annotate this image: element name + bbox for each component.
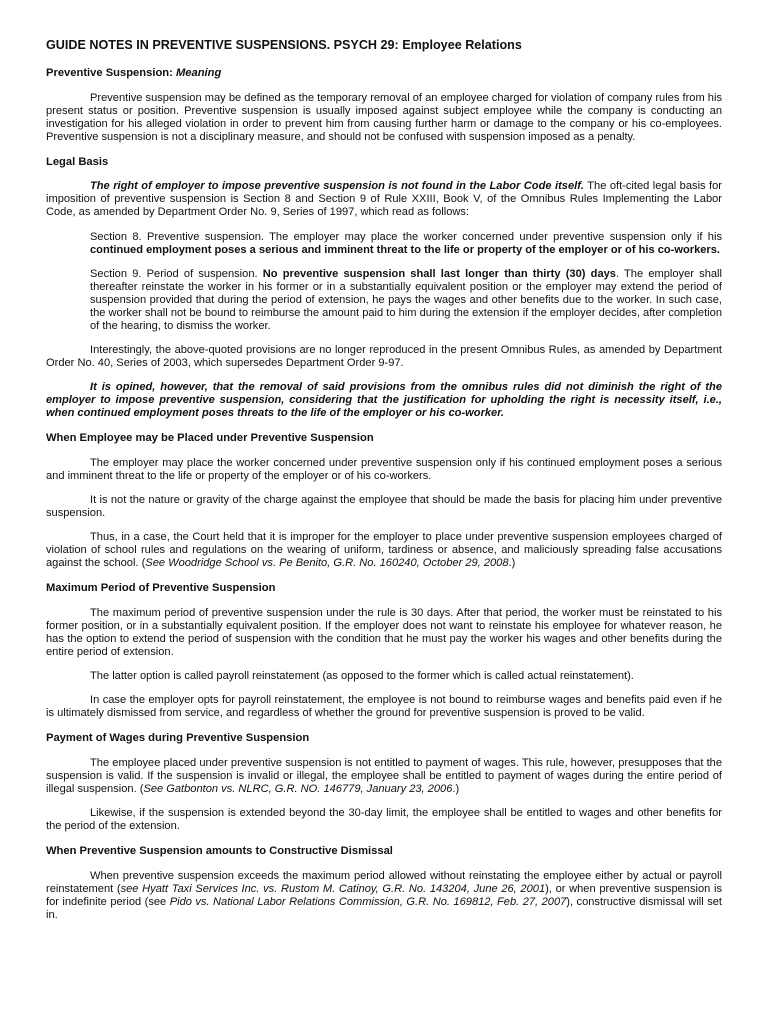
paragraph-emphasis: It is opined, however, that the removal of said provisions from the omnibus rules did not diminish the right of the employer to impose preventive suspension, considering that the justification for upholding the right is necessity itself, i.e., when continued employment poses threats to the life of the employer or his co-worker. (46, 381, 722, 420)
paragraph: Likewise, if the suspension is extended beyond the 30-day limit, the employee shall be entitled to wages and other benefits for the period of the extension. (46, 807, 722, 833)
paragraph (46, 757, 722, 796)
body-text: . The employer shall thereafter reinstate the worker in his former or in a substantially equivalent position or the employer may extend the period of suspension provided that during the period of extension, he pays the wages and other benefits due to the worker. In such case, the worker shall not be bound to reimburse the amount paid to him during the extension if the employer decides, after completion of the hearing, to dismiss the worker. (90, 267, 722, 332)
paragraph: Preventive suspension may be defined as the temporary removal of an employee charged for violation of company rules from his present status or position. Preventive suspension is usually imposed against subject employee while the company is conducting an investigation for his alleged violation in order to prevent him from causing further harm or damage to the company or his co-employees. Preventive suspension is not a disciplinary measure, and should not be confused with suspension imposed as a penalty. (46, 91, 722, 143)
case-citation: See Woodridge School vs. Pe Benito, G.R. No. 160240, October 29, 2008 (145, 557, 509, 570)
body-text: .) (452, 783, 460, 796)
section-heading-legal-basis: Legal Basis (46, 155, 109, 168)
case-citation: See Gatbonton vs. NLRC, G.R. NO. 146779, January 23, 2006 (143, 783, 453, 796)
paragraph: The maximum period of preventive suspension under the rule is 30 days. After that period, the worker must be reinstated to his former position, or in a substantially equivalent position. If the employer does not want to reinstate his employee for whatever reason, he has the option to extend the period of suspension with the condition that he must pay the worker his wages and other benefits during the entire period of extension. (46, 606, 722, 659)
section-heading-constructive-dismissal: When Preventive Suspension amounts to Constructive Dismissal (46, 845, 393, 858)
section-heading-maximum-period: Maximum Period of Preventive Suspension (46, 582, 276, 595)
body-text: Thus, in a case, the Court held that it is improper for the employer to place under preventive suspension employees charged of violation of school rules and regulations on the wearing of uniform, tardiness or absence, and maliciously spreading false accusations against the school. ( (46, 531, 722, 570)
paragraph (46, 531, 722, 570)
paragraph: The latter option is called payroll reinstatement (as opposed to the former which is called actual reinstatement). (90, 670, 634, 683)
case-citation: Pido vs. National Labor Relations Commission, G.R. No. 169812, Feb. 27, 2007 (169, 895, 567, 908)
heading-emphasis: Meaning (175, 67, 222, 80)
body-text: The oft-cited legal basis for imposition of preventive suspension is Section 8 and Section 9 of Rule XXIII, Book V, of the Omnibus Rules Implementing the Labor Code, as amended by Department Order No. 9, Series of 1997, which read as follows: (46, 180, 722, 219)
body-text: When preventive suspension exceeds the maximum period allowed without reinstating the employee either by actual or payroll reinstatement ( (46, 869, 722, 895)
bold-text: continued employment poses a serious and imminent threat to the life or property of the employer or of his co-workers. (90, 243, 720, 256)
section-heading-when-placed: When Employee may be Placed under Preventive Suspension (46, 432, 374, 445)
quoted-section-9 (90, 268, 722, 333)
body-text: ), constructive dismissal will set in. (46, 895, 722, 921)
paragraph: In case the employer opts for payroll reinstatement, the employee is not bound to reimburse wages and benefits paid even if he is ultimately dismissed from service, and regardless of whether the ground for preventive suspension is proved to be valid. (46, 694, 722, 720)
body-text: Section 9. Period of suspension. (90, 267, 263, 280)
paragraph (46, 180, 722, 219)
paragraph: The employer may place the worker concerned under preventive suspension only if his continued employment poses a serious and imminent threat to the life or property of the employer or of his co-workers. (46, 456, 722, 482)
body-text: Section 8. Preventive suspension. The employer may place the worker concerned under preventive suspension only if his (90, 230, 722, 243)
emphasis-text: The right of employer to impose preventive suspension is not found in the Labor Code itself. (90, 180, 584, 193)
paragraph (46, 870, 722, 922)
bold-text: No preventive suspension shall last longer than thirty (30) days (262, 267, 616, 280)
document-title: GUIDE NOTES IN PREVENTIVE SUSPENSIONS. PSYCH 29: Employee Relations (46, 38, 522, 52)
body-text: The employee placed under preventive suspension is not entitled to payment of wages. This rule, however, presupposes that the suspension is valid. If the suspension is invalid or illegal, the employee shall be entitled to payment of wages during the entire period of illegal suspension. ( (46, 756, 722, 796)
body-text: .) (508, 557, 516, 570)
paragraph: Interestingly, the above-quoted provisions are no longer reproduced in the present Omnibus Rules, as amended by Department Order No. 40, Series of 2003, which supersedes Department Order 9-97. (46, 344, 722, 370)
section-heading-meaning (46, 67, 722, 80)
body-text: ), or when preventive suspension is for indefinite period (see (46, 882, 722, 908)
case-citation: see Hyatt Taxi Services Inc. vs. Rustom M. Catinoy, G.R. No. 143204, June 26, 2001 (120, 882, 546, 895)
section-heading-payment-of-wages: Payment of Wages during Preventive Suspension (46, 732, 310, 745)
paragraph: It is not the nature or gravity of the charge against the employee that should be made the basis for placing him under preventive suspension. (46, 494, 722, 520)
quoted-section-8 (90, 231, 722, 257)
heading-text: Preventive Suspension: (46, 67, 176, 80)
